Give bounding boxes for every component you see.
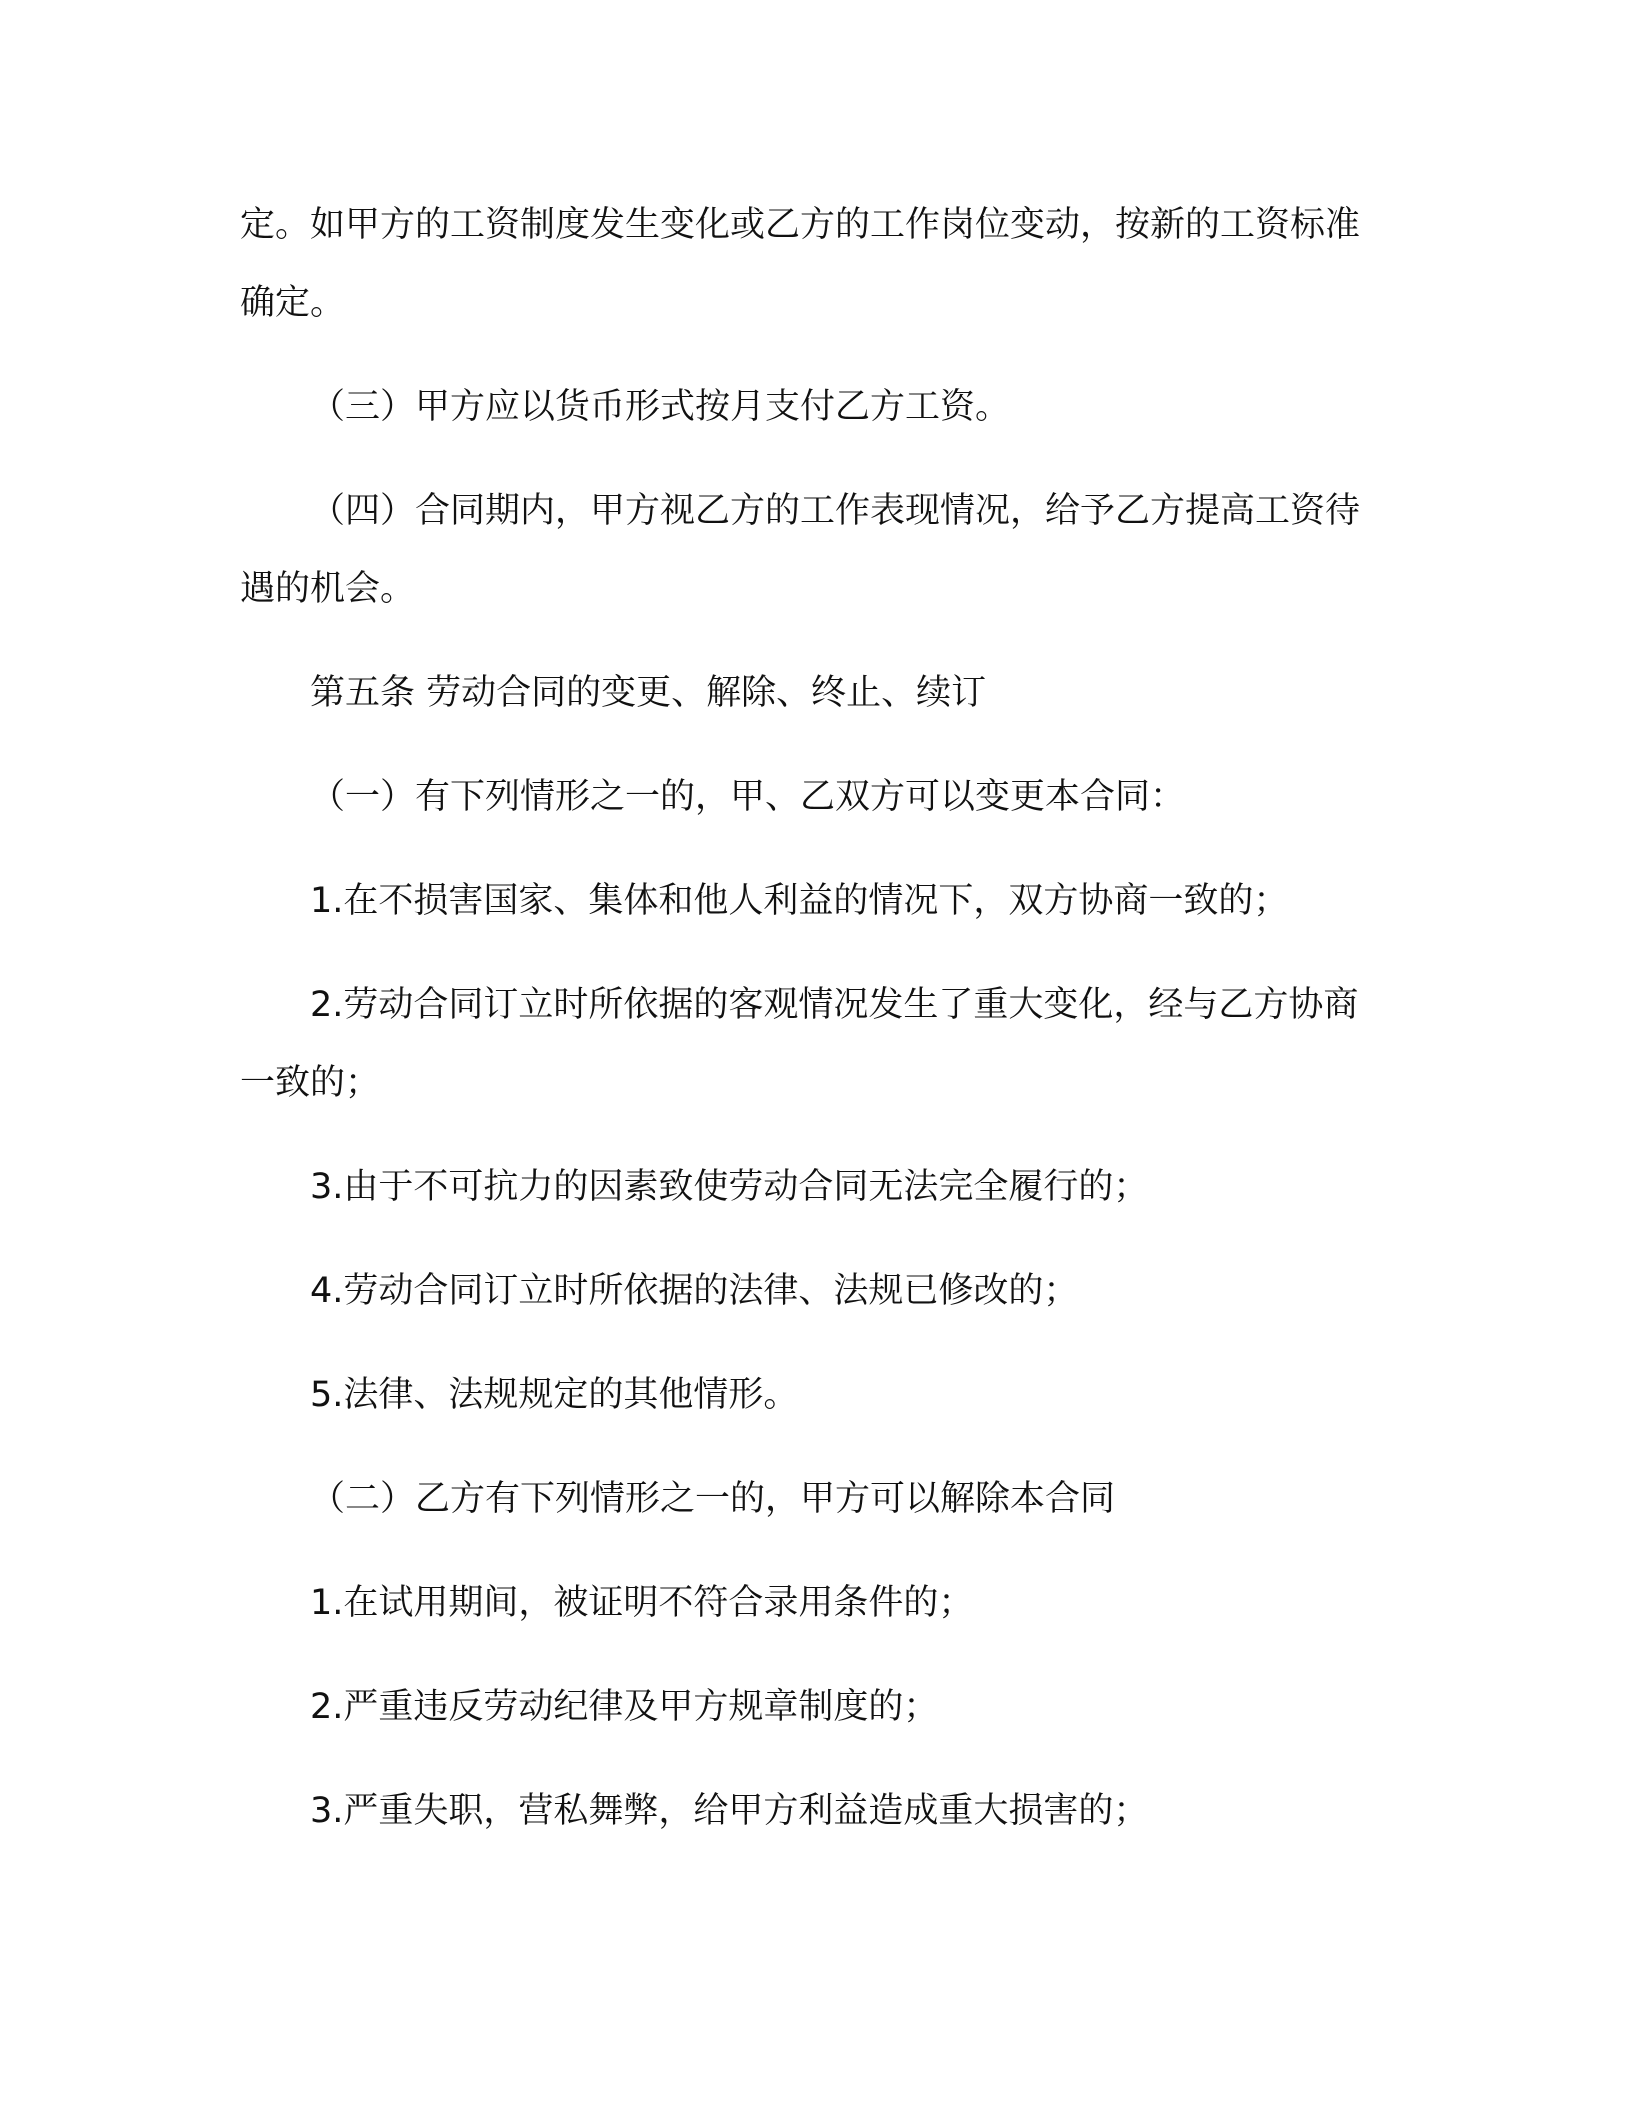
list-item-3: 3.由于不可抗力的因素致使劳动合同无法完全履行的； <box>310 1167 1149 1207</box>
document-body <box>240 186 1390 1876</box>
list-item-2: 2.劳动合同订立时所依据的客观情况发生了重大变化，经与乙方协商一致的； <box>240 985 1359 1103</box>
list-item-4: 4.劳动合同订立时所依据的法律、法规已修改的； <box>310 1271 1079 1311</box>
paragraph-section-2: （二）乙方有下列情形之一的，甲方可以解除本合同 <box>310 1479 1116 1519</box>
list-item-5: 5.法律、法规规定的其他情形。 <box>310 1375 799 1415</box>
article-5-heading: 第五条 劳动合同的变更、解除、终止、续订 <box>310 673 987 713</box>
paragraph-section-1: （一）有下列情形之一的，甲、乙双方可以变更本合同： <box>310 777 1186 817</box>
list-item-1: 1.在不损害国家、集体和他人利益的情况下，双方协商一致的； <box>310 881 1289 921</box>
paragraph-wage-standard-continued: 定。如甲方的工资制度发生变化或乙方的工作岗位变动，按新的工资标准确定。 <box>240 205 1361 323</box>
list-item-3: 3.严重失职，营私舞弊，给甲方利益造成重大损害的； <box>310 1791 1149 1831</box>
list-item-1: 1.在试用期间，被证明不符合录用条件的； <box>310 1583 974 1623</box>
list-item-2: 2.严重违反劳动纪律及甲方规章制度的； <box>310 1687 939 1727</box>
paragraph-clause-3: （三）甲方应以货币形式按月支付乙方工资。 <box>310 387 1011 427</box>
paragraph-clause-4: （四）合同期内，甲方视乙方的工作表现情况，给予乙方提高工资待遇的机会。 <box>240 491 1361 609</box>
